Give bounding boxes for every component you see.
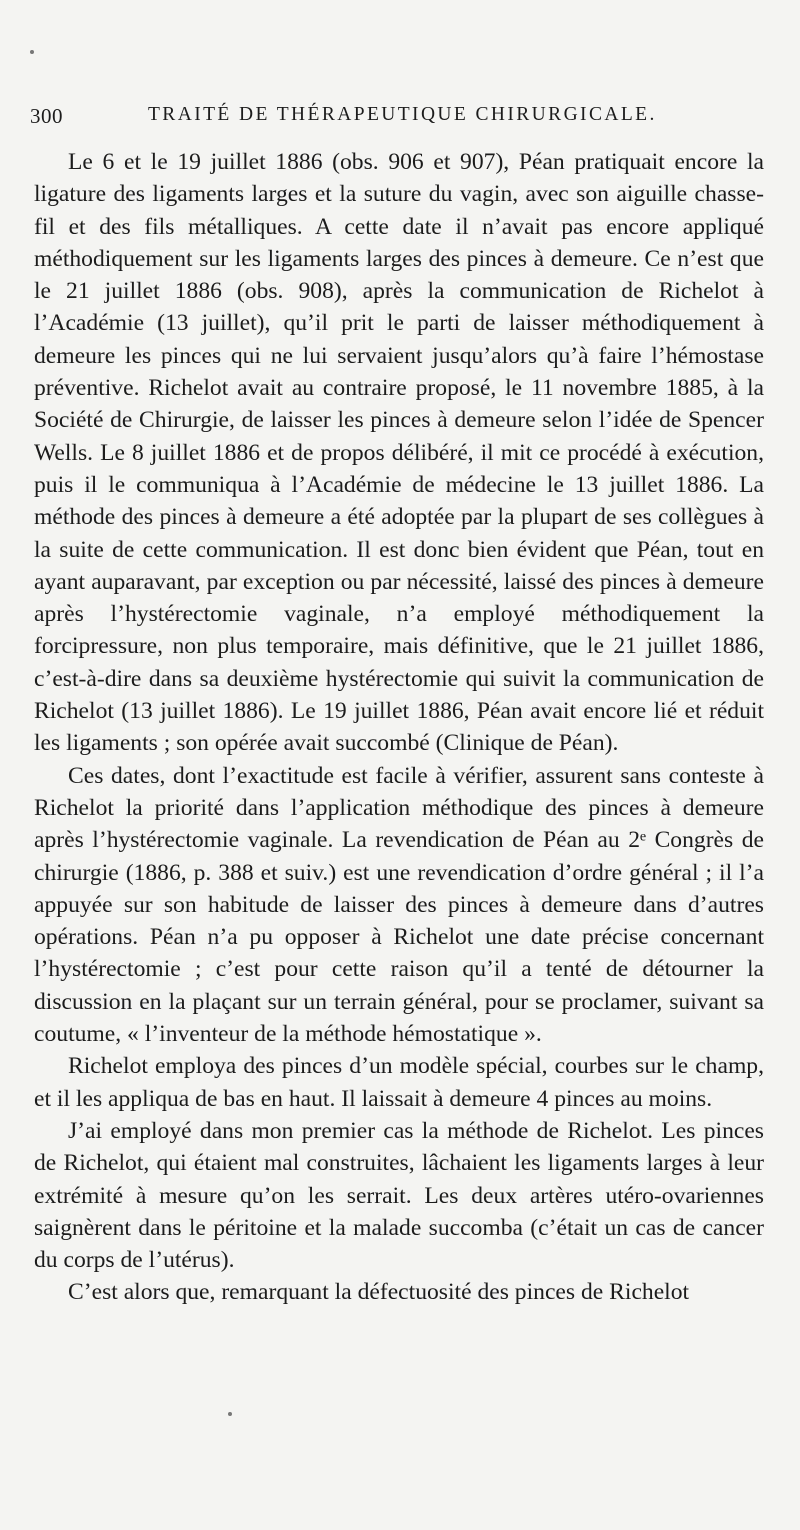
paragraph-5: C’est alors que, remarquant la défectuosité des pinces de Richelot	[68, 1279, 690, 1306]
running-title: TRAITÉ DE THÉRAPEUTIQUE CHIRURGICALE.	[148, 104, 657, 125]
paragraph-3: Richelot employa des pinces d’un modèle spécial, courbes sur le champ, et il les appliqua de bas en haut. Il laissait à demeure 4 pinces au moins.	[34, 1053, 764, 1112]
body-text	[34, 146, 764, 1309]
paragraph-1: Le 6 et le 19 juillet 1886 (obs. 906 et 907), Péan pratiquait encore la ligature des ligaments larges et la suture du vagin, avec son aiguille chasse-fil et des fils métalliques. A cette date il n’avait pas encore appliqué méthodiquement sur les ligaments larges des pinces à demeure. Ce n’est que le 21 juillet 1886 (obs. 908), après la communication de Richelot à l’Académie (13 juillet), qu’il prit le parti de laisser méthodiquement à demeure les pinces qui ne lui servaient jusqu’alors qu’à faire l’hémostase préventive. Richelot avait au contraire proposé, le 11 novembre 1885, à la Société de Chirurgie, de laisser les pinces à demeure selon l’idée de Spencer Wells. Le 8 juillet 1886 et de propos délibéré, il mit ce procédé à exécution, puis il le communiqua à l’Académie de médecine le 13 juillet 1886. La méthode des pinces à demeure a été adoptée par la plupart de ses collègues à la suite de cette communication. Il est donc bien évident que Péan, tout en ayant auparavant, par exception ou par nécessité, laissé des pinces à demeure après l’hystérectomie vaginale, n’a employé méthodiquement la forcipressure, non plus temporaire, mais définitive, que le 21 juillet 1886, c’est-à-dire dans sa deuxième hystérectomie qui suivit la communication de Richelot (13 juillet 1886). Le 19 juillet 1886, Péan avait encore lié et réduit les ligaments ; son opérée avait succombé (Clinique de Péan).	[34, 149, 764, 757]
paragraph-2: Ces dates, dont l’exactitude est facile à vérifier, assurent sans conteste à Richelot la priorité dans l’application méthodique des pinces à demeure après l’hystérectomie vaginale. La revendication de Péan au 2ᵉ Congrès de chirurgie (1886, p. 388 et suiv.) est une revendication d’ordre général ; il l’a appuyée sur son habitude de laisser des pinces à demeure dans d’autres opérations. Péan n’a pu opposer à Richelot une date précise concernant l’hystérectomie ; c’est pour cette raison qu’il a tenté de détourner la discussion en la plaçant sur un terrain général, pour se proclamer, suivant sa coutume, « l’inventeur de la méthode hémostatique ».	[34, 762, 764, 1048]
scan-speck	[228, 1412, 232, 1416]
running-header	[30, 104, 770, 134]
scan-speck	[30, 50, 34, 54]
page-number: 300	[30, 104, 63, 128]
paragraph-4: J’ai employé dans mon premier cas la méthode de Richelot. Les pinces de Richelot, qui étaient mal construites, lâchaient les ligaments larges à leur extrémité à mesure qu’on les serrait. Les deux artères utéro-ovariennes saignèrent dans le péritoine et la malade succomba (c’était un cas de cancer du corps de l’utérus).	[34, 1117, 764, 1274]
